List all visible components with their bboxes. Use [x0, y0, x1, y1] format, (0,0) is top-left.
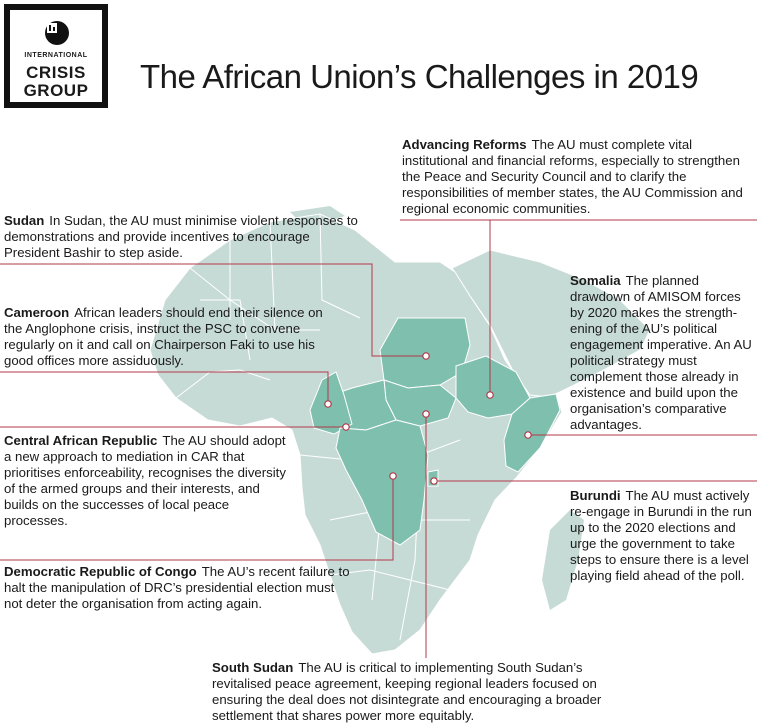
page-title: The African Union’s Challenges in 2019 — [140, 58, 699, 95]
logo-mark-icon — [44, 20, 70, 46]
annotation-text: The AU’s recent failure to halt the manipulation of DRC’s presidential election must not deter the organisation from acting again. — [4, 564, 350, 611]
annotation-heading: Advancing Reforms — [402, 137, 527, 152]
annotation-text: The planned drawdown of AMISOM forces by 2020 makes the strength-ening of the AU’s political engagement imperative. An AU political strategy must complement those already in existence and build upon the organisation’s comparative advantages. — [570, 273, 752, 432]
drc-marker — [390, 473, 396, 479]
cameroon-marker — [325, 401, 331, 407]
south-sudan-marker — [423, 411, 429, 417]
annotation-text: The AU should adopt a new approach to mediation in CAR that prioritises enforceability, recognises the diversity of the armed groups and their interests, and builds on the successes of local peace processes. — [4, 433, 286, 528]
annotation-text: The AU must actively re-engage in Burundi in the run up to the 2020 elections and urge the government to take steps to ensure there is a level playing field ahead of the poll. — [570, 488, 752, 583]
annotation-text: African leaders should end their silence on the Anglophone crisis, instruct the PSC to convene regularly on it and call on Chairperson Faki to use his good offices more assiduously. — [4, 305, 323, 368]
annotation-heading: Somalia — [570, 273, 621, 288]
annotation-heading: Democratic Republic of Congo — [4, 564, 197, 579]
logo-line-1: INTERNATIONAL — [24, 52, 88, 59]
annotation-advancing-reforms — [402, 137, 752, 217]
sudan-marker — [423, 353, 429, 359]
annotation-cameroon — [4, 305, 334, 369]
annotation-drc — [4, 564, 354, 612]
ethiopia-marker — [487, 392, 493, 398]
annotation-south-sudan — [212, 660, 632, 724]
annotation-heading: South Sudan — [212, 660, 294, 675]
annotation-text: In Sudan, the AU must minimise violent responses to demonstrations and provide incentives to encourage President Bashir to step aside. — [4, 213, 358, 260]
logo-line-3: GROUP — [23, 81, 89, 100]
annotation-somalia — [570, 273, 758, 433]
annotation-heading: Burundi — [570, 488, 621, 503]
annotation-heading: Central African Republic — [4, 433, 158, 448]
annotation-text: The AU is critical to implementing South Sudan’s revitalised peace agreement, keeping regional leaders focused on ensuring the deal does not disintegrate and encouraging a broader settlement that shares power more equitably. — [212, 660, 602, 723]
burundi-marker — [431, 478, 437, 484]
crisis-group-logo — [4, 4, 108, 108]
annotation-car — [4, 433, 294, 529]
logo-line-2: CRISIS — [26, 63, 86, 82]
somalia-marker — [525, 432, 531, 438]
car-marker — [343, 424, 349, 430]
annotation-heading: Cameroon — [4, 305, 70, 320]
annotation-heading: Sudan — [4, 213, 45, 228]
annotation-text: The AU must complete vital institutional and financial reforms, especially to strengthen the Peace and Security Council and to clarify the responsibilities of member states, the AU Commission and regional economic communities. — [402, 137, 743, 216]
annotation-sudan — [4, 213, 369, 261]
annotation-burundi — [570, 488, 756, 584]
